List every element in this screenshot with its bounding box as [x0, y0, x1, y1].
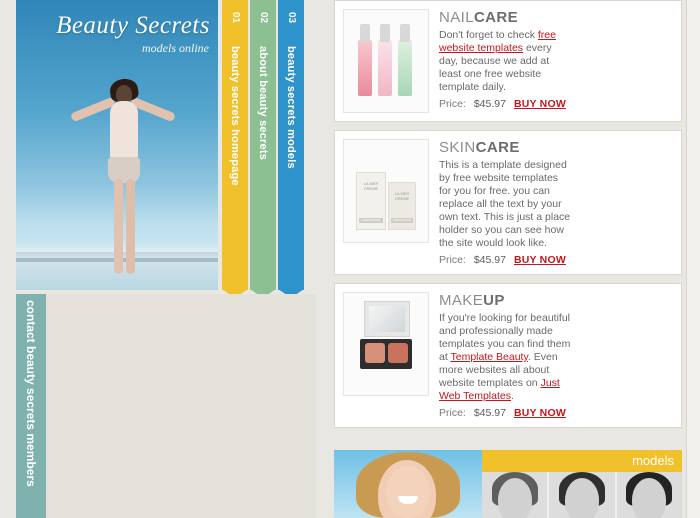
desc-text: . Even more websites all about website templates on — [439, 351, 558, 389]
contact-members-label: contact beauty secrets members — [24, 300, 38, 487]
desc-text: every day, because we add at least one free website template daily. — [439, 42, 552, 93]
nav-tab-label: beauty secrets homepage — [229, 46, 241, 186]
buy-now-button[interactable]: BUY NOW — [513, 254, 566, 266]
left-column — [16, 0, 316, 518]
skincare-box-bar: CORPORATE — [359, 218, 383, 223]
nav-tab-label: about beauty secrets — [257, 46, 269, 161]
product-image-skincare — [343, 139, 429, 243]
card-spacer — [577, 9, 673, 113]
product-title-light: SKIN — [439, 139, 476, 156]
model-thumbnail[interactable] — [549, 472, 614, 518]
site-title: Beauty Secrets — [56, 12, 210, 39]
desc-text: Don't forget to check — [439, 29, 538, 41]
contact-members-tab[interactable] — [16, 294, 46, 518]
price-row — [439, 98, 571, 110]
nav-tab-number: 03 — [286, 12, 297, 24]
skincare-box-label: LA MER CREME — [363, 181, 379, 191]
product-card-nailcare — [334, 0, 682, 122]
product-image-makeup — [343, 292, 429, 396]
card-spacer — [577, 292, 673, 419]
product-image-lipgloss — [343, 9, 429, 113]
models-banner-label: models — [482, 450, 682, 472]
hero-banner — [16, 0, 218, 290]
product-title — [439, 292, 571, 309]
product-title-bold: CARE — [475, 139, 520, 156]
product-text-block — [429, 292, 577, 419]
product-title-light: NAIL — [439, 9, 474, 26]
models-hero-photo — [334, 450, 482, 518]
left-content-panel — [46, 294, 316, 518]
skincare-box-label: LA MER CREME — [394, 191, 410, 201]
product-description: This is a template designed by free website templates for you for free. you can replace all the text by your own text. This is just a place holder so you can see how the site would look like. — [439, 159, 571, 249]
nav-tab-about-beauty-secrets[interactable] — [250, 0, 276, 290]
product-card-skincare — [334, 130, 682, 275]
price-value: $45.97 — [473, 254, 506, 266]
desc-text: If you're looking for beautiful and professionally made templates you can find them at — [439, 312, 571, 363]
page-scrollbar[interactable] — [686, 0, 700, 518]
product-title-bold: CARE — [473, 9, 519, 26]
card-spacer — [577, 139, 673, 266]
price-row — [439, 254, 571, 266]
buy-now-button[interactable]: BUY NOW — [513, 98, 566, 110]
nav-tab-beauty-secrets-models[interactable] — [278, 0, 304, 290]
product-title — [439, 9, 571, 26]
nav-tab-label: beauty secrets models — [285, 46, 297, 169]
product-description — [439, 29, 571, 94]
product-title — [439, 139, 571, 156]
site-subtitle: models online — [142, 41, 209, 55]
models-panel — [482, 450, 682, 518]
desc-text: . — [510, 390, 514, 402]
models-thumb-row — [482, 472, 682, 518]
price-row — [439, 407, 571, 419]
link-free-website-templates[interactable]: free website templates — [439, 29, 556, 54]
product-text-block — [429, 139, 577, 266]
link-template-beauty[interactable]: Template Beauty — [450, 351, 528, 363]
models-bottom-strip — [334, 450, 682, 518]
price-label: Price: — [439, 407, 466, 419]
nav-tab-number: 01 — [230, 12, 241, 24]
price-label: Price: — [439, 254, 466, 266]
nav-tab-number: 02 — [258, 12, 269, 24]
buy-now-button[interactable]: BUY NOW — [513, 407, 566, 419]
price-value: $45.97 — [473, 407, 506, 419]
product-title-bold: UP — [483, 292, 505, 309]
product-description — [439, 312, 571, 403]
product-card-list — [334, 0, 682, 436]
product-card-makeup — [334, 283, 682, 428]
product-text-block — [429, 9, 577, 113]
skincare-box-bar: CORPORATE — [392, 218, 412, 222]
link-just-web-templates[interactable]: Just Web Templates — [439, 377, 560, 402]
model-thumbnail[interactable] — [617, 472, 682, 518]
product-title-light: MAKE — [439, 292, 484, 309]
price-value: $45.97 — [473, 98, 506, 110]
nav-tab-beauty-secrets-homepage[interactable] — [222, 0, 248, 290]
model-thumbnail[interactable] — [482, 472, 547, 518]
price-label: Price: — [439, 98, 466, 110]
hero-model-illustration — [68, 75, 178, 290]
